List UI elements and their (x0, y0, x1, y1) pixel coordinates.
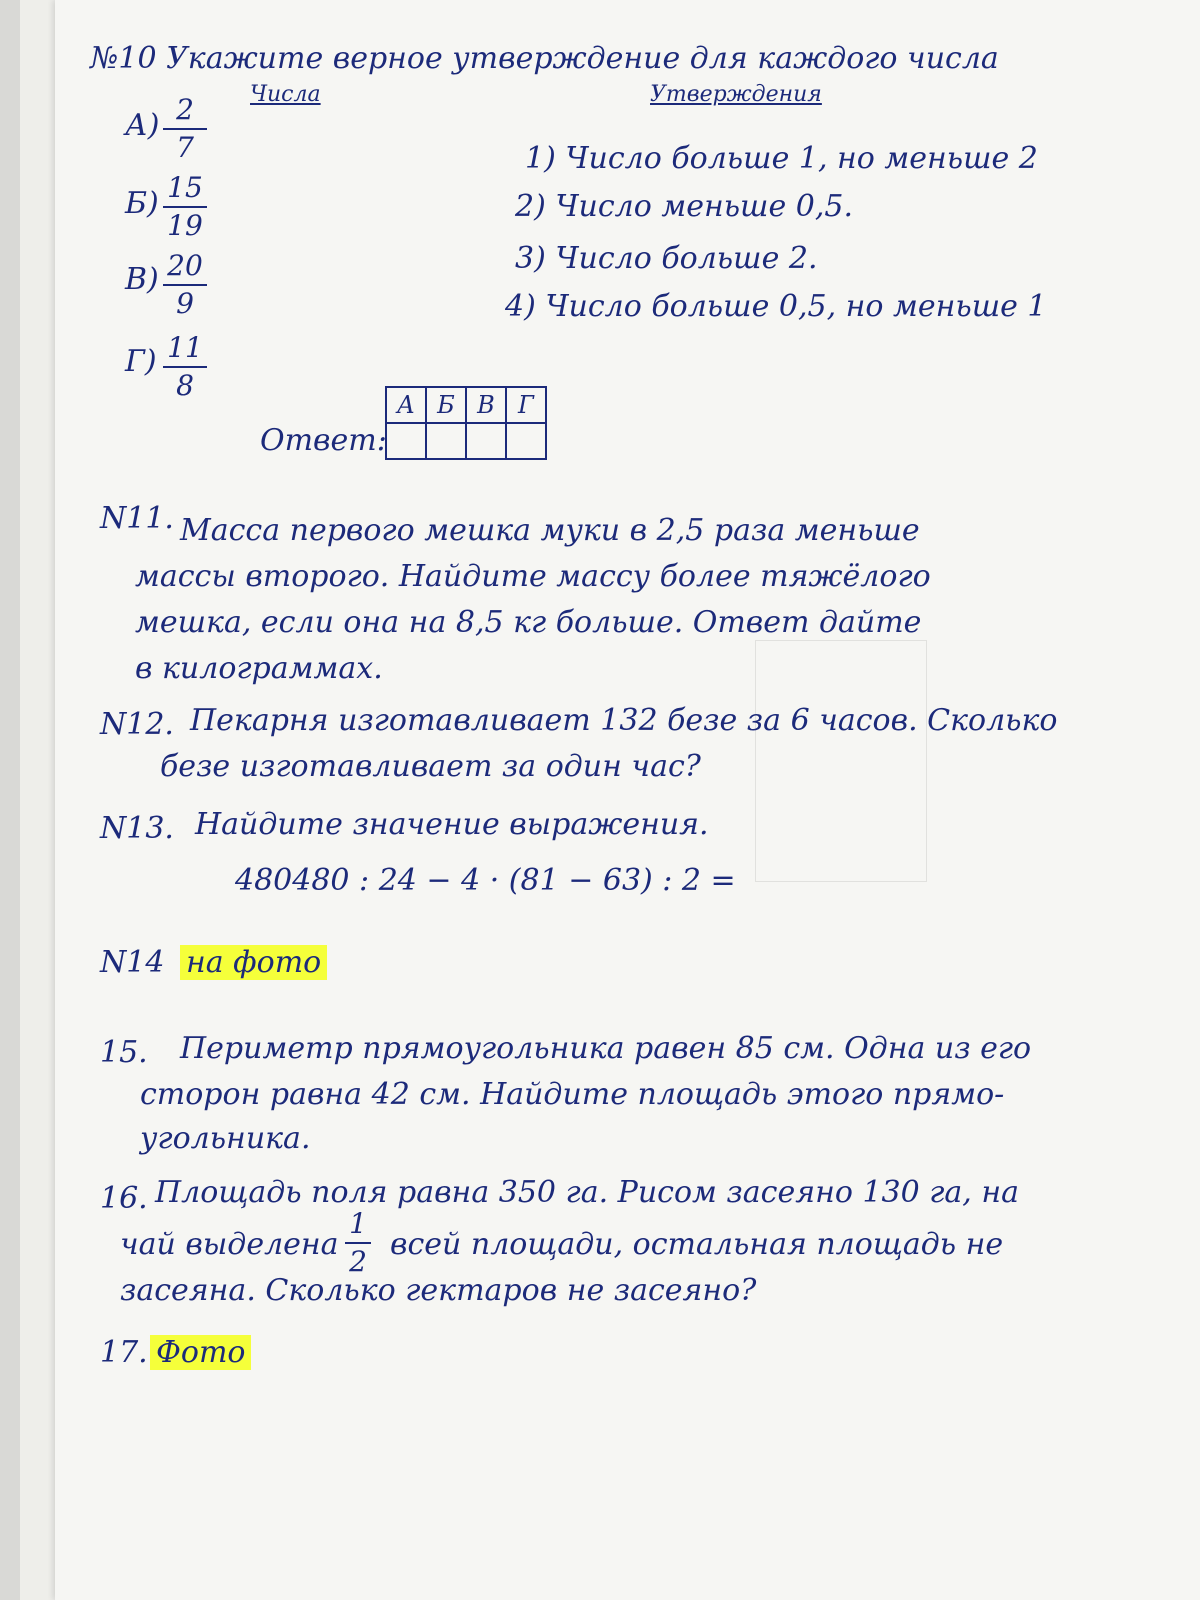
bleed-through-grid (755, 640, 927, 882)
option-g-denominator: 8 (176, 369, 194, 402)
option-v-denominator: 9 (176, 287, 194, 320)
answer-cell-v[interactable] (466, 423, 506, 459)
task12-label: N12. (100, 707, 174, 742)
option-a-numerator: 2 (176, 93, 194, 126)
task16-label: 16. (100, 1181, 148, 1216)
task15-line-3: угольника. (140, 1121, 311, 1156)
answer-table (385, 386, 547, 460)
option-v-numerator: 20 (167, 249, 203, 282)
answer-cell-a[interactable] (386, 423, 426, 459)
statement-4: 4) Число больше 0,5, но меньше 1 (505, 289, 1047, 324)
task16-line-2-end: всей площади, остальная площадь не (390, 1227, 1004, 1262)
answer-header-g: Г (506, 387, 546, 423)
fraction-bar (163, 206, 207, 208)
option-b-letter: Б) (125, 186, 159, 221)
task13-expression: 480480 : 24 − 4 · (81 − 63) : 2 = (235, 863, 736, 898)
task15-line-2: сторон равна 42 см. Найдите площадь этого прямо- (140, 1077, 1005, 1112)
option-b-fraction (163, 172, 207, 242)
task12-line-1: Пекарня изготавливает 132 безе за 6 часов. Сколько (190, 703, 1058, 738)
task14-note (180, 944, 327, 982)
task10-numbers-heading: Числа (250, 82, 321, 107)
task17-label: 17. (100, 1335, 148, 1370)
task16-line-1: Площадь поля равна 350 га. Рисом засеяно 130 га, на (155, 1175, 1020, 1210)
task13-line: Найдите значение выражения. (195, 807, 709, 842)
worksheet-page (55, 0, 1200, 1600)
answer-cell-b[interactable] (426, 423, 466, 459)
task16-fraction (345, 1208, 371, 1278)
task16-line-2-start: чай выделена (120, 1227, 339, 1262)
answer-header-v: В (466, 387, 506, 423)
task12-line-2: безе изготавливает за один час? (160, 749, 701, 784)
fraction-bar (345, 1242, 371, 1244)
fraction-bar (163, 366, 207, 368)
task15-label: 15. (100, 1035, 148, 1070)
task10-statements-heading: Утверждения (650, 82, 822, 107)
option-a-letter: А) (125, 108, 160, 143)
statement-1: 1) Число больше 1, но меньше 2 (525, 141, 1038, 176)
statement-2: 2) Число меньше 0,5. (515, 189, 854, 224)
task14-highlight: на фото (180, 945, 327, 980)
statement-3: 3) Число больше 2. (515, 241, 818, 276)
answer-header-b: Б (426, 387, 466, 423)
task16-line-3: засеяна. Сколько гектаров не засеяно? (120, 1273, 757, 1308)
task10-header: №10 Укажите верное утверждение для каждого числа (90, 41, 999, 76)
task17-highlight: Фото (150, 1335, 251, 1370)
option-v-fraction (163, 250, 207, 320)
fraction-bar (163, 284, 207, 286)
task16-denominator: 2 (349, 1245, 367, 1278)
answer-label: Ответ: (260, 423, 387, 458)
answer-cell-g[interactable] (506, 423, 546, 459)
option-g-letter: Г) (125, 344, 157, 379)
task17-note (150, 1334, 251, 1372)
task11-line-3: мешка, если она на 8,5 кг больше. Ответ дайте (135, 605, 922, 640)
option-a-fraction (163, 94, 207, 164)
task11-line-2: массы второго. Найдите массу более тяжёлого (135, 559, 931, 594)
task11-label: N11. (100, 501, 174, 536)
answer-header-a: А (386, 387, 426, 423)
task11-line-4: в килограммах. (135, 651, 383, 686)
task14-label: N14 (100, 945, 165, 980)
task13-label: N13. (100, 811, 174, 846)
option-b-numerator: 15 (167, 171, 203, 204)
option-a-denominator: 7 (176, 131, 194, 164)
option-g-fraction (163, 332, 207, 402)
task11-line-1: Масса первого мешка муки в 2,5 раза меньше (180, 513, 920, 548)
task16-numerator: 1 (349, 1207, 367, 1240)
option-b-denominator: 19 (167, 209, 203, 242)
option-v-letter: В) (125, 262, 159, 297)
fraction-bar (163, 128, 207, 130)
option-g-numerator: 11 (167, 331, 203, 364)
task15-line-1: Периметр прямоугольника равен 85 см. Одна из его (180, 1031, 1032, 1066)
